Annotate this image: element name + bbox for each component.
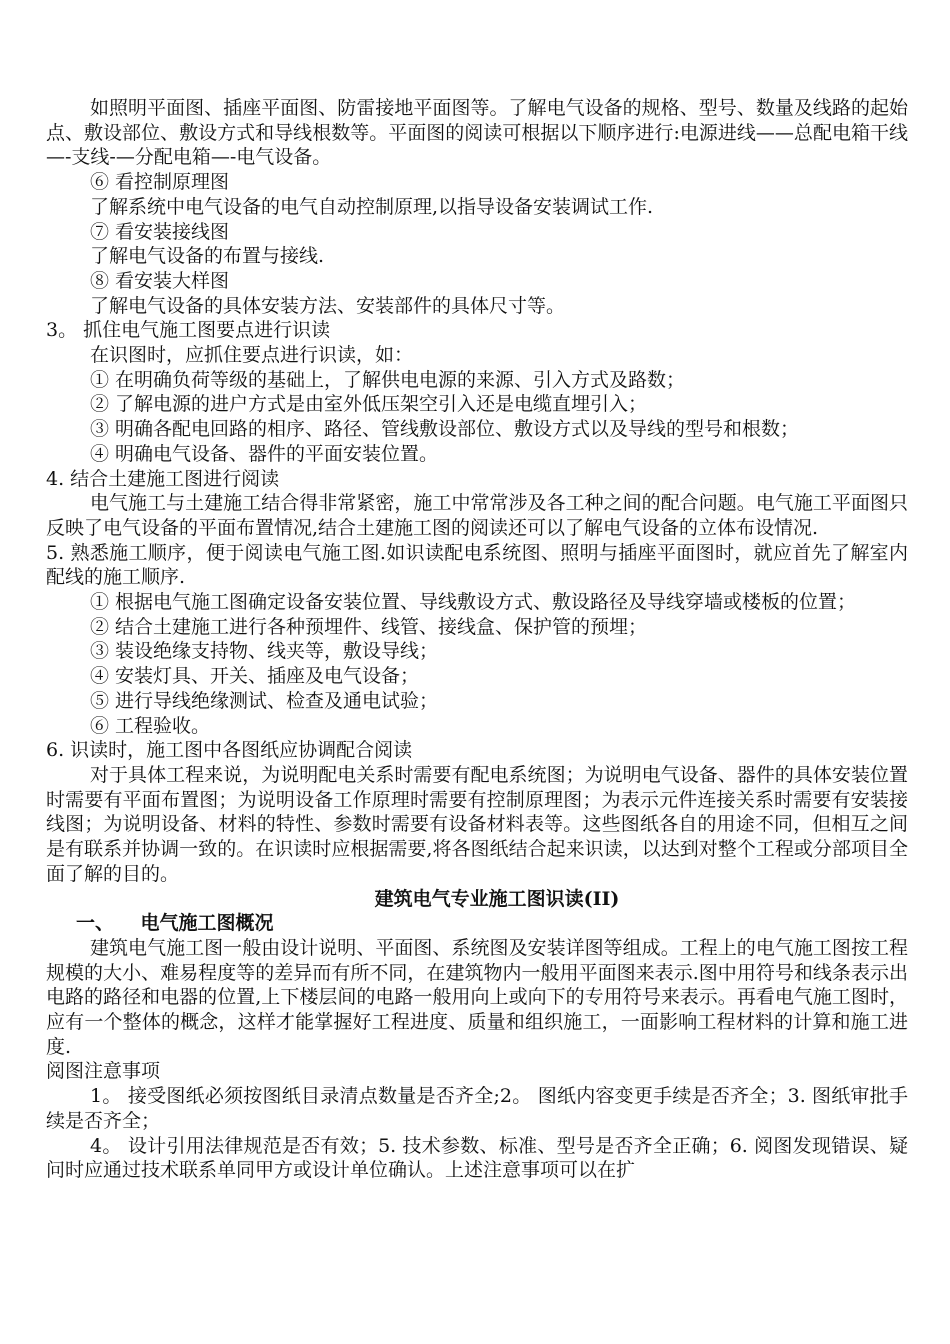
heading-key-points: 3。 抓住电气施工图要点进行识读 <box>46 319 331 342</box>
paragraph-coordinated-reading: 对于具体工程来说，为说明配电关系时需要有配电系统图；为说明电气设备、器件的具体安装位置时需要有平面布置图；为说明设备工作原理时需要有控制原理图；为表示元件连接关系时需要有安装接线图；为说明设备、材料的特性、参数时需要有设备材料表等。这些图纸各自的用途不同，但相互之间是有联系并协调一致的。在识读时应根据需要,将各图纸结合起来识读，以达到对整个工程或分部项目全面了解的目的。 <box>46 763 908 885</box>
heading-notes: 阅图注意事项 <box>46 1060 161 1083</box>
heading-civil-drawings: 4. 结合土建施工图进行阅读 <box>46 467 280 490</box>
paragraph-plan-reading: 如照明平面图、插座平面图、防雷接地平面图等。了解电气设备的规格、型号、数量及线路的起始点、敷设部位、敷设方式和导线根数等。平面图的阅读可根据以下顺序进行:电源进线——总配电箱干线—-支线-—分配电箱—-电气设备。 <box>46 97 908 169</box>
text-key-points-intro: 在识图时，应抓住要点进行识读，如： <box>90 344 414 367</box>
order-step-3: ③ 装设绝缘支持物、线夹等，敷设导线； <box>90 640 439 663</box>
heading-coordinated-reading: 6. 识读时，施工图中各图纸应协调配合阅读 <box>46 739 413 762</box>
text-detail-drawing: 了解电气设备的具体安装方法、安装部件的具体尺寸等。 <box>90 294 566 317</box>
item-wiring-diagram: ⑦ 看安装接线图 <box>90 220 230 243</box>
document-title: 建筑电气专业施工图识读(II) <box>374 887 620 910</box>
notes-line-2: 4。 设计引用法律规范是否有效；5. 技术参数、标准、型号是否齐全正确；6. 阅图发现错误、疑问时应通过技术联系单同甲方或设计单位确认。上述注意事项可以在扩 <box>46 1134 908 1182</box>
order-step-1: ① 根据电气施工图确定设备安装位置、导线敷设方式、敷设路径及导线穿墙或楼板的位置； <box>90 591 857 614</box>
notes-line-1: 1。 接受图纸必须按图纸目录清点数量是否齐全;2。 图纸内容变更手续是否齐全；3. 图纸审批手续是否齐全； <box>46 1085 908 1132</box>
paragraph-overview: 建筑电气施工图一般由设计说明、平面图、系统图及安装详图等组成。工程上的电气施工图按工程规模的大小、难易程度等的差异而有所不同，在建筑物内一般用平面图来表示.图中用符号和线条表示出电路的路径和电器的位置,上下楼层间的电路一般用向上或向下的专用符号来表示。再看电气施工图时，应有一个整体的概念，这样才能掌握好工程进度、质量和组织施工，一面影响工程材料的计算和施工进度. <box>46 936 908 1058</box>
item-detail-drawing: ⑧ 看安装大样图 <box>90 269 230 292</box>
order-step-6: ⑥ 工程验收。 <box>90 714 211 737</box>
order-step-5: ⑤ 进行导线绝缘测试、检查及通电试验； <box>90 689 439 712</box>
key-point-4: ④ 明确电气设备、器件的平面安装位置。 <box>90 442 439 465</box>
order-step-2: ② 结合土建施工进行各种预埋件、线管、接线盒、保护管的预埋； <box>90 615 648 638</box>
text-wiring-diagram: 了解电气设备的布置与接线. <box>90 245 325 268</box>
key-point-2: ② 了解电源的进户方式是由室外低压架空引入还是电缆直埋引入； <box>90 393 648 416</box>
heading-construction-order: 5. 熟悉施工顺序，便于阅读电气施工图.如识读配电系统图、照明与插座平面图时，就应首先了解室内配线的施工顺序. <box>46 541 908 589</box>
key-point-3: ③ 明确各配电回路的相序、路径、管线敷设部位、敷设方式以及导线的型号和根数； <box>90 418 800 441</box>
order-step-4: ④ 安装灯具、开关、插座及电气设备； <box>90 665 420 688</box>
key-point-1: ① 在明确负荷等级的基础上，了解供电电源的来源、引入方式及路数； <box>90 368 686 391</box>
document-page <box>46 96 908 1183</box>
paragraph-civil-drawings: 电气施工与土建施工结合得非常紧密，施工中常常涉及各工种之间的配合问题。电气施工平面图只反映了电气设备的平面布置情况,结合土建施工图的阅读还可以了解电气设备的立体布设情况. <box>46 492 908 539</box>
section-heading-overview: 一、 电气施工图概况 <box>76 912 274 935</box>
item-control-diagram: ⑥ 看控制原理图 <box>90 171 230 194</box>
text-control-diagram: 了解系统中电气设备的电气自动控制原理,以指导设备安装调试工作. <box>90 195 654 218</box>
